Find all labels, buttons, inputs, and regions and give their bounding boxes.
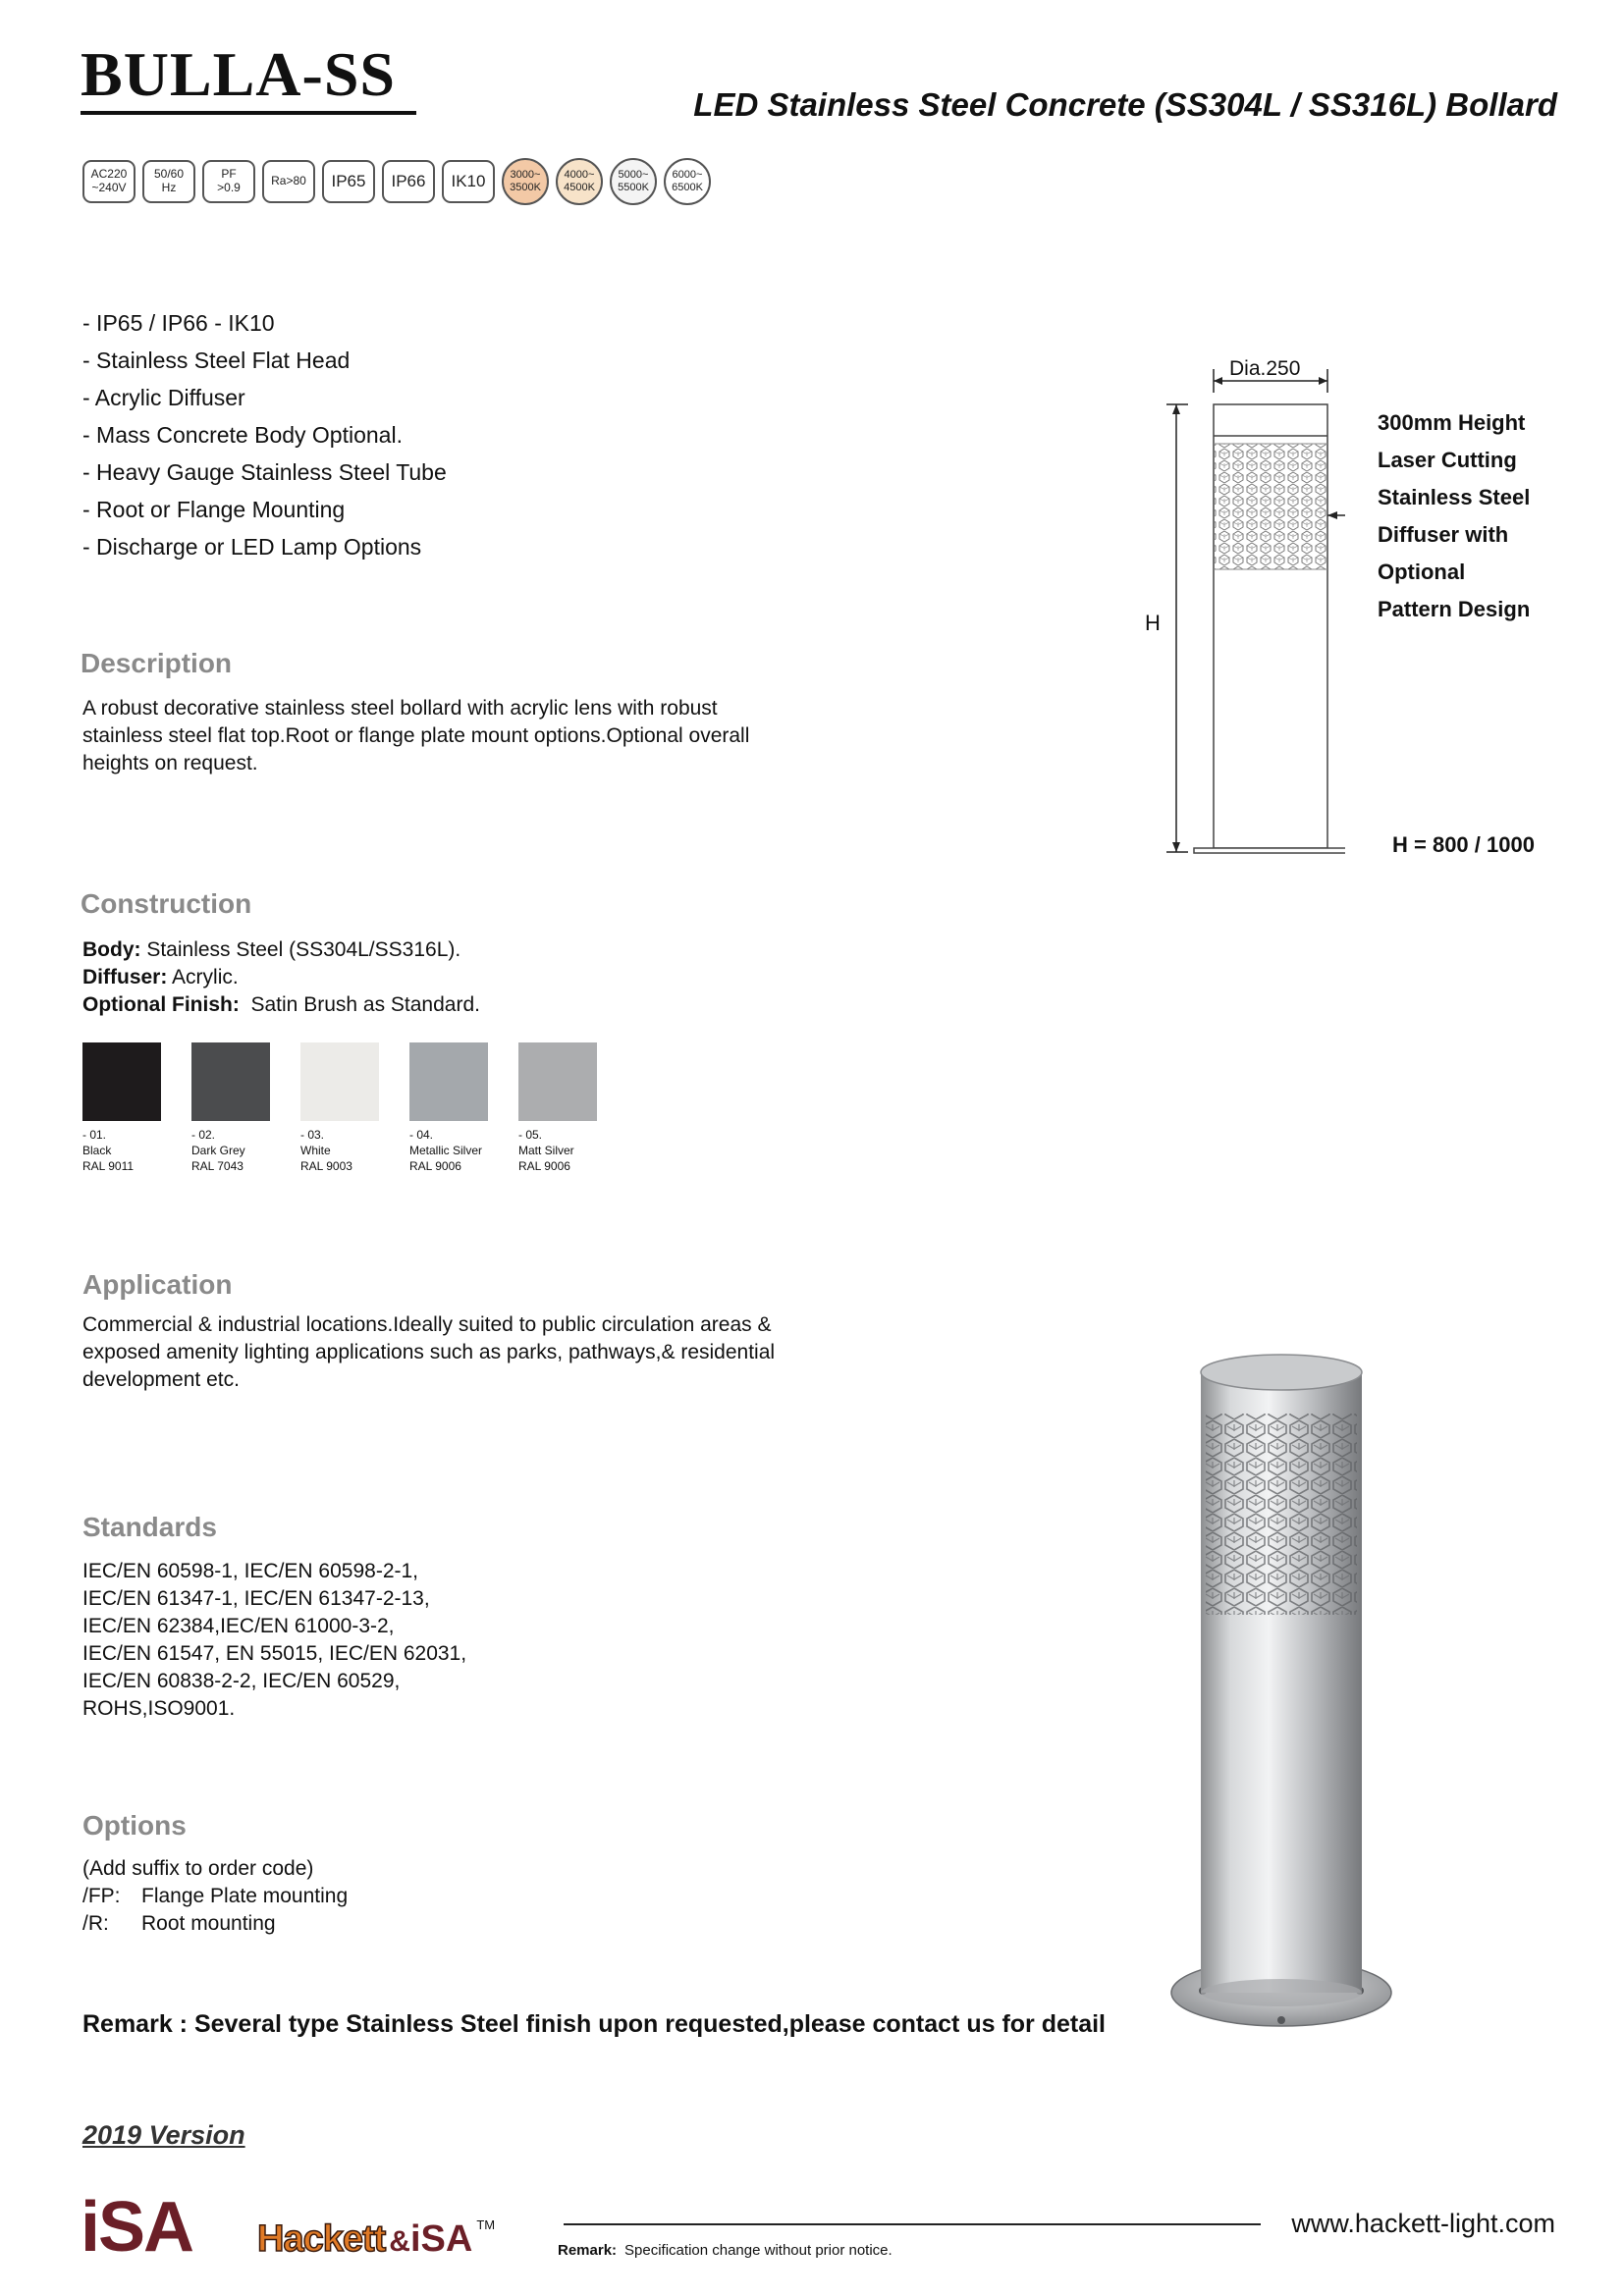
product-subtitle: LED Stainless Steel Concrete (SS304L / SS316L) Bollard	[693, 86, 1557, 123]
diffuser-callout: 300mm Height Laser Cutting Stainless Steel Diffuser with Optional Pattern Design	[1378, 410, 1531, 621]
feature-item: - Discharge or LED Lamp Options	[82, 534, 422, 560]
swatch-chip	[191, 1042, 270, 1121]
application-heading: Application	[82, 1269, 233, 1300]
website-link[interactable]: www.hackett-light.com	[1291, 2209, 1555, 2238]
finish-swatches	[82, 1042, 597, 1174]
finish-swatch: - 01. Black RAL 9011	[82, 1042, 161, 1174]
description-heading: Description	[81, 648, 233, 678]
finish-swatch: - 02. Dark Grey RAL 7043	[191, 1042, 270, 1174]
logo-ampersand: &	[389, 2225, 410, 2258]
finish-swatch: - 04. Metallic Silver RAL 9006	[409, 1042, 488, 1174]
footer-remark: Remark: Specification change without prior notice.	[558, 2242, 893, 2259]
finish-swatch: - 05. Matt Silver RAL 9006	[518, 1042, 597, 1174]
trademark-symbol: TM	[476, 2217, 496, 2232]
badge-cct-4000: 4000~ 4500K	[556, 158, 603, 205]
application-text: Commercial & industrial locations.Ideally suited to public circulation areas & exposed amenity lighting applications such as parks, pathways,& residential development etc.	[82, 1313, 776, 1391]
feature-item: - Heavy Gauge Stainless Steel Tube	[82, 459, 447, 485]
title-underline	[81, 111, 416, 115]
badge-frequency: 50/60 Hz	[142, 160, 195, 203]
feature-item: - Root or Flange Mounting	[82, 497, 346, 522]
swatch-chip	[300, 1042, 379, 1121]
badge-power-factor: PF >0.9	[202, 160, 255, 203]
badge-voltage: AC220 ~240V	[82, 160, 135, 203]
construction-specs: Body: Stainless Steel (SS304L/SS316L). Diffuser: Acrylic. Optional Finish: Satin Brush as Standard.	[82, 938, 480, 1016]
product-title: BULLA-SS	[81, 39, 396, 109]
badge-ip66: IP66	[382, 160, 435, 203]
spec-badges	[82, 158, 711, 205]
badge-cri: Ra>80	[262, 160, 315, 203]
badge-ip65: IP65	[322, 160, 375, 203]
isa-logo: iSA	[81, 2188, 193, 2267]
footer-divider	[564, 2223, 1261, 2225]
options-list: (Add suffix to order code) /FP: Flange Plate mounting /R: Root mounting	[82, 1857, 349, 1935]
feature-item: - Acrylic Diffuser	[82, 385, 245, 410]
height-label: H	[1145, 611, 1161, 635]
feature-item: - Mass Concrete Body Optional.	[82, 422, 403, 448]
isa-wordmark: iSA	[409, 2218, 473, 2260]
hackett-isa-logo	[257, 2218, 495, 2261]
badge-ik10: IK10	[442, 160, 495, 203]
diameter-label: Dia.250	[1229, 357, 1301, 380]
badge-cct-6000: 6000~ 6500K	[664, 158, 711, 205]
version-label: 2019 Version	[82, 2120, 245, 2150]
feature-item: - Stainless Steel Flat Head	[82, 347, 351, 373]
remark-text: Remark : Several type Stainless Steel finish upon requested,please contact us for detail	[82, 2010, 1107, 2038]
badge-cct-5000: 5000~ 5500K	[610, 158, 657, 205]
standards-heading: Standards	[82, 1512, 217, 1542]
badge-cct-3000: 3000~ 3500K	[502, 158, 549, 205]
dimension-drawing	[1149, 353, 1345, 864]
description-text: A robust decorative stainless steel bollard with acrylic lens with robust stainless steel flat top.Root or flange plate mount options.Optional overall heights on request.	[82, 697, 750, 774]
swatch-chip	[82, 1042, 161, 1121]
hackett-wordmark: Hackett	[257, 2218, 386, 2260]
options-heading: Options	[82, 1810, 187, 1841]
swatch-chip	[409, 1042, 488, 1121]
product-photo	[1159, 1345, 1404, 2052]
feature-list	[82, 304, 447, 565]
finish-swatch: - 03. White RAL 9003	[300, 1042, 379, 1174]
swatch-chip	[518, 1042, 597, 1121]
height-values: H = 800 / 1000	[1392, 832, 1535, 857]
standards-list: IEC/EN 60598-1, IEC/EN 60598-2-1, IEC/EN 61347-1, IEC/EN 61347-2-13, IEC/EN 62384,IEC/EN 61000-3-2, IEC/EN 61547, EN 55015, IEC/EN 62031, IEC/EN 60838-2-2, IEC/EN 60529, ROHS,ISO9001.	[82, 1560, 467, 1720]
feature-item: - IP65 / IP66 - IK10	[82, 310, 275, 336]
construction-heading: Construction	[81, 888, 252, 919]
